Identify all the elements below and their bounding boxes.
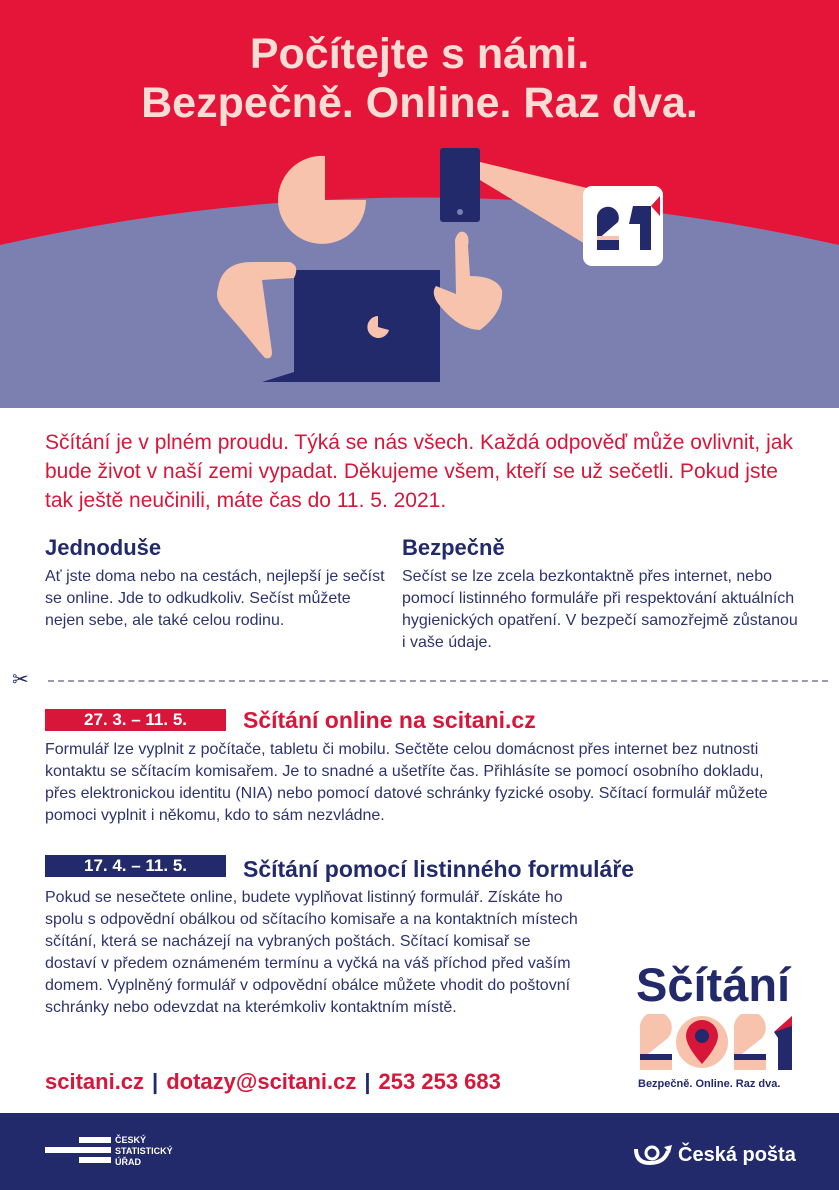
csu-line: ÚŘAD <box>115 1157 141 1167</box>
ceska-posta-logo <box>634 1143 796 1167</box>
cut-line <box>12 669 827 691</box>
csu-line: STATISTICKÝ <box>115 1146 173 1156</box>
scitani-logo <box>636 960 796 1092</box>
hero-banner <box>0 0 839 408</box>
headline <box>0 30 839 128</box>
contact-separator: | <box>364 1069 371 1094</box>
column-jednoduse <box>45 534 385 632</box>
contacts <box>45 1066 501 1098</box>
online-date-badge: 27. 3. – 11. 5. <box>45 709 226 731</box>
csu-bars-icon <box>45 1135 111 1171</box>
logo-word: Sčítání <box>636 958 791 1011</box>
paper-text: Pokud se nesečtete online, budete vyplňovat listinný formulář. Získáte ho spolu s odpovědní obálkou od sčítacího komisaře a na kontaktních místech sčítání, která se nacházejí na vybraných poštách. Sčítací komisař se dostaví v předem oznámeném termínu a vyčká na váš příchod před vaším domem. Vyplněný formulář v odpovědní obálce můžete vhodit do poštovní schránky nebo odevzdat na kterémkoliv kontaktním místě. <box>45 889 578 1016</box>
headline-line1: Počítejte s námi. <box>249 30 590 78</box>
column-text: Sečíst se lze zcela bezkontaktně přes internet, nebo pomocí listinného formuláře při respektování aktuálních hygienických opatření. V bezpečí samozřejmě zůstanou i vaše údaje. <box>402 568 798 651</box>
intro-text: Sčítání je v plném proudu. Týká se nás všech. Každá odpověď může ovlivnit, jak bude život v naší zemi vypadat. Děkujeme všem, kteří se už sečetli. Pokud jste tak ještě neučinili, máte čas do 11. 5. 2021. <box>45 431 793 512</box>
web-link[interactable]: scitani.cz <box>45 1069 145 1094</box>
ceska-posta-label: Česká pošta <box>678 1144 796 1166</box>
email-link[interactable]: dotazy@scitani.cz <box>166 1069 357 1094</box>
csu-text <box>115 1135 173 1168</box>
scissors-icon: ✂ <box>12 669 29 691</box>
logo-year-graphic <box>638 1014 794 1072</box>
dashed-divider <box>48 680 828 682</box>
column-bezpecne <box>402 534 802 654</box>
online-title: Sčítání online na scitani.cz <box>243 707 536 733</box>
logo-tagline: Bezpečně. Online. Raz dva. <box>638 1078 781 1090</box>
column-text: Ať jste doma nebo na cestách, nejlepší je sečíst se online. Jde to odkudkoliv. Sečíst můžete nejen sebe, ale také celou rodinu. <box>45 568 385 629</box>
column-title: Jednoduše <box>45 535 162 560</box>
headline-line2: Bezpečně. Online. Raz dva. <box>141 79 698 127</box>
paper-title: Sčítání pomocí listinného formuláře <box>243 856 635 882</box>
phone-number[interactable]: 253 253 683 <box>378 1069 501 1094</box>
online-text: Formulář lze vyplnit z počítače, tabletu či mobilu. Sečtěte celou domácnost přes internet bez nutnosti kontaktu se sčítacím komisařem. Je to snadné a ušetříte čas. Přihlásíte se pomocí osobního dokladu, přes elektronickou identitu (NIA) nebo pomocí datové schránky fyzické osoby. Sčítací formulář můžete pomoci vyplnit i někomu, kdo to sám nezvládne. <box>45 741 768 824</box>
csu-line: ČESKÝ <box>115 1135 147 1145</box>
footer <box>0 1113 839 1190</box>
column-title: Bezpečně <box>402 535 505 560</box>
csu-logo <box>45 1135 205 1171</box>
posthorn-icon <box>634 1143 674 1167</box>
paper-date-badge: 17. 4. – 11. 5. <box>45 855 226 877</box>
laptop-icon <box>294 270 440 382</box>
contact-separator: | <box>152 1069 159 1094</box>
